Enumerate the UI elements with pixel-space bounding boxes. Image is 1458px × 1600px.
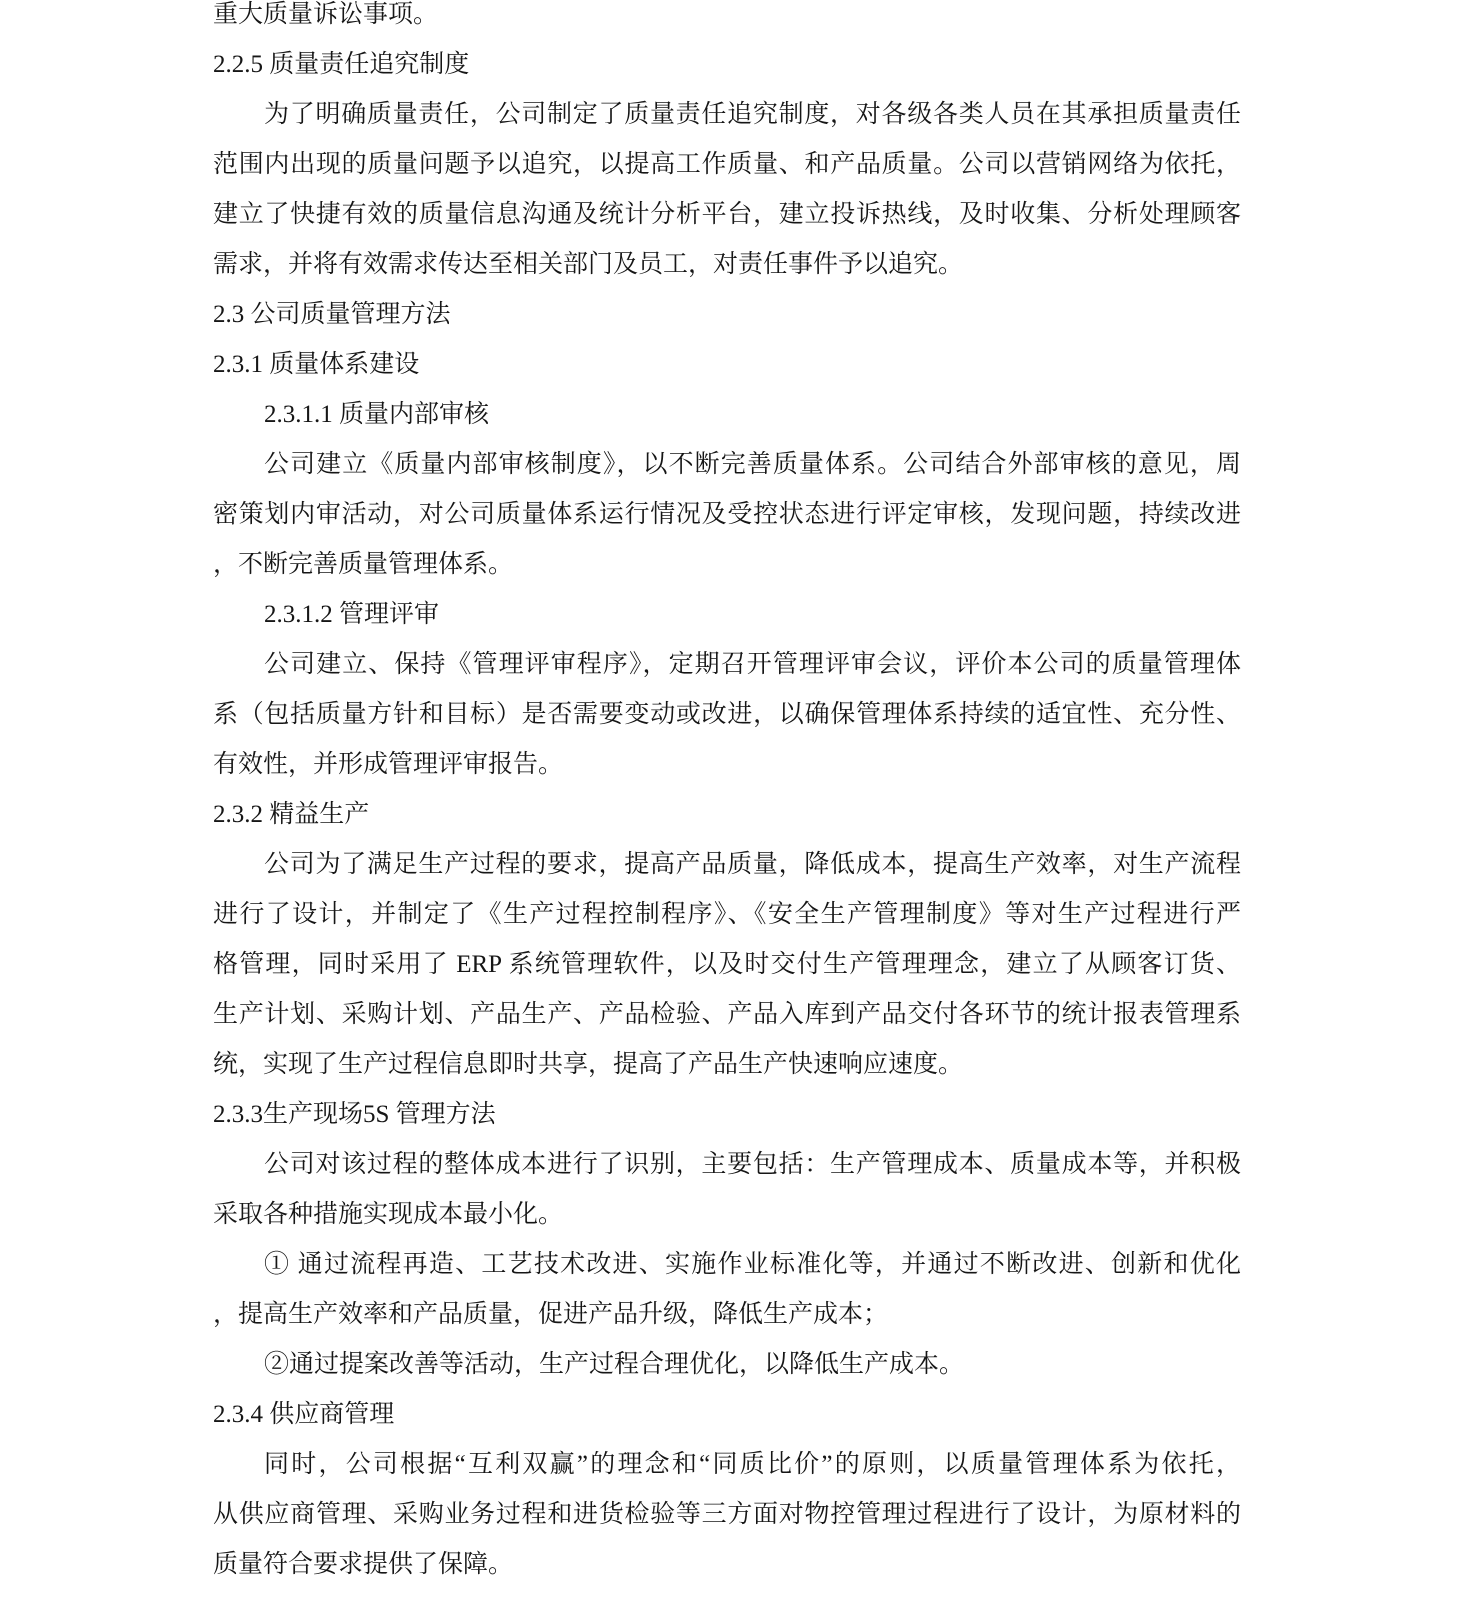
heading-line: 2.3.4 供应商管理 — [213, 1401, 395, 1428]
heading-line: 2.2.5 质量责任追究制度 — [213, 51, 470, 78]
heading-line: 2.3.1 质量体系建设 — [213, 351, 420, 378]
text-line: 公司建立《质量内部审核制度》，以不断完善质量体系。公司结合外部审核的意见，周 — [264, 451, 1241, 478]
text-line: 生产计划、采购计划、产品生产、产品检验、产品入库到产品交付各环节的统计报表管理系 — [213, 1001, 1241, 1028]
text-line: 需求，并将有效需求传达至相关部门及员工，对责任事件予以追究。 — [213, 251, 964, 278]
text-line: 范围内出现的质量问题予以追究，以提高工作质量、和产品质量。公司以营销网络为依托， — [213, 151, 1241, 178]
text-line: 从供应商管理、采购业务过程和进货检验等三方面对物控管理过程进行了设计，为原材料的 — [213, 1501, 1241, 1528]
document-body — [213, 0, 1241, 1590]
text-line: 重大质量诉讼事项。 — [213, 1, 439, 28]
text-line: 有效性，并形成管理评审报告。 — [213, 751, 564, 778]
text-line: 进行了设计，并制定了《生产过程控制程序》、《安全生产管理制度》等对生产过程进行严 — [213, 901, 1241, 928]
text-line: 为了明确质量责任，公司制定了质量责任追究制度，对各级各类人员在其承担质量责任 — [264, 101, 1241, 128]
text-line: 格管理，同时采用了 ERP 系统管理软件，以及时交付生产管理理念，建立了从顾客订货、 — [213, 951, 1241, 978]
text-line: 统，实现了生产过程信息即时共享，提高了产品生产快速响应速度。 — [213, 1051, 964, 1078]
text-line: ① 通过流程再造、工艺技术改进、实施作业标准化等，并通过不断改进、创新和优化 — [264, 1251, 1241, 1278]
text-line: 质量符合要求提供了保障。 — [213, 1551, 514, 1578]
heading-line: 2.3.1.2 管理评审 — [264, 601, 440, 628]
text-line: ②通过提案改善等活动，生产过程合理优化，以降低生产成本。 — [264, 1351, 965, 1378]
text-line: 公司为了满足生产过程的要求，提高产品质量，降低成本，提高生产效率，对生产流程 — [264, 851, 1241, 878]
text-line: ，提高生产效率和产品质量，促进产品升级，降低生产成本； — [213, 1301, 889, 1328]
text-line: 系（包括质量方针和目标）是否需要变动或改进，以确保管理体系持续的适宜性、充分性、 — [213, 701, 1241, 728]
text-line: 同时，公司根据“互利双赢”的理念和“同质比价”的原则，以质量管理体系为依托， — [264, 1451, 1241, 1478]
text-line: ，不断完善质量管理体系。 — [213, 551, 514, 578]
heading-line: 2.3.2 精益生产 — [213, 801, 370, 828]
text-line: 密策划内审活动，对公司质量体系运行情况及受控状态进行评定审核，发现问题，持续改进 — [213, 501, 1241, 528]
text-line: 公司建立、保持《管理评审程序》，定期召开管理评审会议，评价本公司的质量管理体 — [264, 651, 1241, 678]
heading-line: 2.3 公司质量管理方法 — [213, 301, 451, 328]
heading-line: 2.3.1.1 质量内部审核 — [264, 401, 490, 428]
text-line: 公司对该过程的整体成本进行了识别，主要包括：生产管理成本、质量成本等，并积极 — [264, 1151, 1241, 1178]
text-line: 建立了快捷有效的质量信息沟通及统计分析平台，建立投诉热线，及时收集、分析处理顾客 — [213, 201, 1241, 228]
heading-line: 2.3.3生产现场5S 管理方法 — [213, 1101, 496, 1128]
text-line: 采取各种措施实现成本最小化。 — [213, 1201, 564, 1228]
